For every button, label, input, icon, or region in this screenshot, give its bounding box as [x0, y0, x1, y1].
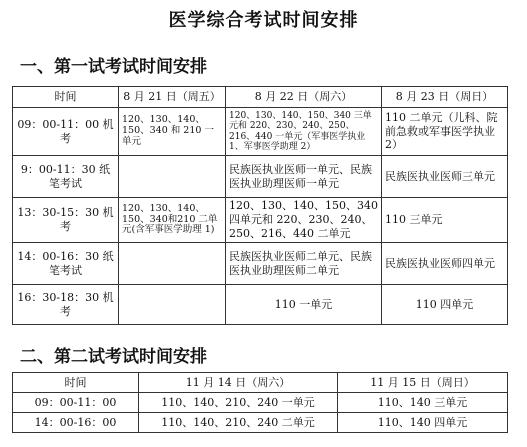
- header-nov14: 11 月 14 日（周六）: [139, 373, 338, 393]
- schedule-cell: 110 三单元: [382, 198, 508, 243]
- schedule-cell: 110、140 三单元: [338, 393, 508, 413]
- section2-heading: 二、第二试考试时间安排: [20, 347, 207, 367]
- table-row: [13, 156, 508, 198]
- table-row: [13, 393, 508, 413]
- schedule-cell: 民族医执业医师二单元、民族医执业助理医师二单元: [226, 243, 382, 285]
- table-row: [13, 413, 508, 433]
- table-header-row: [13, 373, 508, 393]
- table-row: [13, 243, 508, 285]
- time-cell: 13：30-15：30 机考: [13, 198, 119, 243]
- schedule-cell: 120、130、140、150、340 三单元和 220、230、240、250、216、440 一单元（军事医学执业 1、军事医学助理 2）: [226, 108, 382, 156]
- schedule-table-2: [12, 372, 508, 433]
- schedule-cell: 110、140、210、240 一单元: [139, 393, 338, 413]
- header-aug22: 8 月 22 日（周六）: [226, 87, 382, 108]
- schedule-cell: 民族医执业医师三单元: [382, 156, 508, 198]
- time-cell: 16：30-18：30 机考: [13, 285, 119, 325]
- page-title: 医学综合考试时间安排: [168, 10, 359, 31]
- schedule-cell: 110、140、210、240 二单元: [139, 413, 338, 433]
- header-aug23: 8 月 23 日（周日）: [382, 87, 508, 108]
- schedule-cell: 110 二单元（儿科、院前急救或军事医学执业 2）: [382, 108, 508, 156]
- header-aug21: 8 月 21 日（周五）: [119, 87, 226, 108]
- schedule-cell: 民族医执业医师四单元: [382, 243, 508, 285]
- schedule-cell: 110 一单元: [226, 285, 382, 325]
- header-time: 时间: [13, 373, 139, 393]
- schedule-cell: [119, 243, 226, 285]
- table-row: [13, 108, 508, 156]
- table-row: [13, 285, 508, 325]
- time-cell: 9：00-11：30 纸笔考试: [13, 156, 119, 198]
- schedule-cell: 120、130、140、150、340 和 210 一单元: [119, 108, 226, 156]
- time-cell: 09：00-11：00: [13, 393, 139, 413]
- time-cell: 14：00-16：30 纸笔考试: [13, 243, 119, 285]
- header-nov15: 11 月 15 日（周日）: [338, 373, 508, 393]
- time-cell: 14：00-16：00: [13, 413, 139, 433]
- schedule-cell: [119, 285, 226, 325]
- schedule-cell: [119, 156, 226, 198]
- schedule-table-1: [12, 86, 508, 325]
- table-row: [13, 198, 508, 243]
- schedule-cell: 110 四单元: [382, 285, 508, 325]
- schedule-cell: 110、140 四单元: [338, 413, 508, 433]
- schedule-cell: 120、130、140、150、340 四单元和 220、230、240、250、216、440 二单元: [226, 198, 382, 243]
- schedule-cell: 民族医执业医师一单元、民族医执业助理医师一单元: [226, 156, 382, 198]
- schedule-cell: 120、130、140、150、340和210 二单元(含军事医学助理 1): [119, 198, 226, 243]
- table-header-row: [13, 87, 508, 108]
- section1-heading: 一、第一试考试时间安排: [20, 57, 207, 77]
- header-time: 时间: [13, 87, 119, 108]
- time-cell: 09：00-11：00 机考: [13, 108, 119, 156]
